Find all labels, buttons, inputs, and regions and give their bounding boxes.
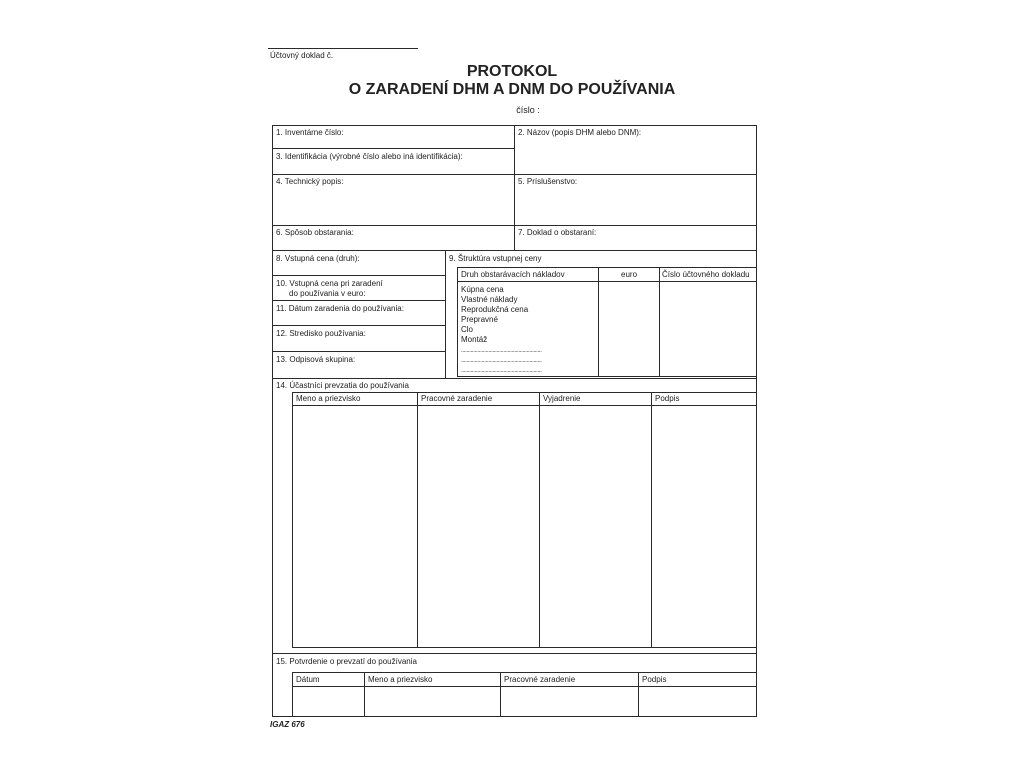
- cost-header-euro: euro: [621, 270, 638, 279]
- field-inventory-number: 1. Inventárne číslo:: [276, 128, 344, 137]
- hline-a: [272, 148, 514, 149]
- field-identification: 3. Identifikácia (výrobné číslo alebo iná identifikácia):: [276, 152, 463, 161]
- cost-item-transport: Prepravné: [461, 315, 498, 324]
- participants-col3: [651, 392, 652, 648]
- cost-item-duty: Clo: [461, 325, 474, 334]
- confirm-header-signature: Podpis: [642, 675, 667, 684]
- confirm-header-name: Meno a priezvisko: [368, 675, 433, 684]
- confirm-col1: [364, 672, 365, 717]
- field-technical-description: 4. Technický popis:: [276, 177, 344, 186]
- field-confirmation: 15. Potvrdenie o prevzatí do používania: [276, 657, 417, 666]
- hline-i: [272, 378, 757, 379]
- cost-dots-1: ...........................................................: [461, 348, 542, 354]
- participants-header-line: [292, 405, 757, 406]
- hline-h: [272, 351, 445, 352]
- field-name: 2. Názov (popis DHM alebo DNM):: [518, 128, 642, 137]
- doc-number-label: Účtovný doklad č.: [270, 51, 334, 60]
- cost-table-header-line: [457, 281, 757, 282]
- cost-item-reproduction: Reprodukčná cena: [461, 305, 529, 314]
- number-label: číslo :: [516, 105, 540, 115]
- participants-col1: [417, 392, 418, 648]
- participants-table: [292, 392, 757, 648]
- field-participants: 14. Účastníci prevzatia do používania: [276, 381, 409, 390]
- confirm-header-line: [292, 686, 757, 687]
- hline-f: [272, 300, 445, 301]
- form-code: IGAZ 676: [270, 720, 305, 729]
- cost-item-purchase: Kúpna cena: [461, 285, 504, 294]
- field-accessories: 5. Príslušenstvo:: [518, 177, 578, 186]
- field-entry-price-type: 8. Vstupná cena (druh):: [276, 254, 360, 263]
- vline-top: [514, 125, 515, 250]
- field-entry-price-line1: 10. Vstupná cena pri zaradení: [276, 279, 383, 288]
- confirm-header-position: Pracovné zaradenie: [504, 675, 576, 684]
- title-line1: PROTOKOL: [466, 63, 558, 80]
- cost-item-assembly: Montáž: [461, 335, 488, 344]
- hline-d: [272, 250, 757, 251]
- hline-g: [272, 325, 445, 326]
- field-acquisition-document: 7. Doklad o obstaraní:: [518, 228, 597, 237]
- cost-dots-2: ...........................................................: [461, 358, 542, 364]
- participants-col2: [539, 392, 540, 648]
- hline-c: [272, 225, 757, 226]
- field-acquisition-method: 6. Spôsob obstarania:: [276, 228, 354, 237]
- doc-number-underline: [268, 48, 418, 49]
- cost-dots-3: ...........................................................: [461, 368, 542, 374]
- confirm-col2: [500, 672, 501, 717]
- field-depreciation-group: 13. Odpisová skupina:: [276, 355, 356, 364]
- field-date-of-use: 11. Dátum zaradenia do používania:: [276, 304, 404, 313]
- participants-header-signature: Podpis: [655, 394, 680, 403]
- cost-table-col2: [659, 267, 660, 377]
- cost-item-own: Vlastné náklady: [461, 295, 518, 304]
- hline-b: [272, 174, 757, 175]
- participants-header-name: Meno a priezvisko: [296, 394, 361, 403]
- field-entry-price-line2: do používania v euro:: [289, 289, 366, 298]
- title-line2: O ZARADENÍ DHM A DNM DO POUŽÍVANIA: [348, 81, 676, 98]
- participants-header-statement: Vyjadrenie: [543, 394, 581, 403]
- cost-header-type: Druh obstarávacích nákladov: [461, 270, 565, 279]
- cost-table-col1: [598, 267, 599, 377]
- hline-j: [272, 653, 757, 654]
- cost-header-doc-number: Číslo účtovného dokladu: [662, 270, 750, 279]
- participants-header-position: Pracovné zaradenie: [421, 394, 493, 403]
- confirm-header-date: Dátum: [296, 675, 320, 684]
- field-cost-center: 12. Stredisko používania:: [276, 329, 366, 338]
- vline-mid: [445, 250, 446, 378]
- field-price-structure: 9. Štruktúra vstupnej ceny: [449, 254, 542, 263]
- confirm-col3: [638, 672, 639, 717]
- hline-e: [272, 275, 445, 276]
